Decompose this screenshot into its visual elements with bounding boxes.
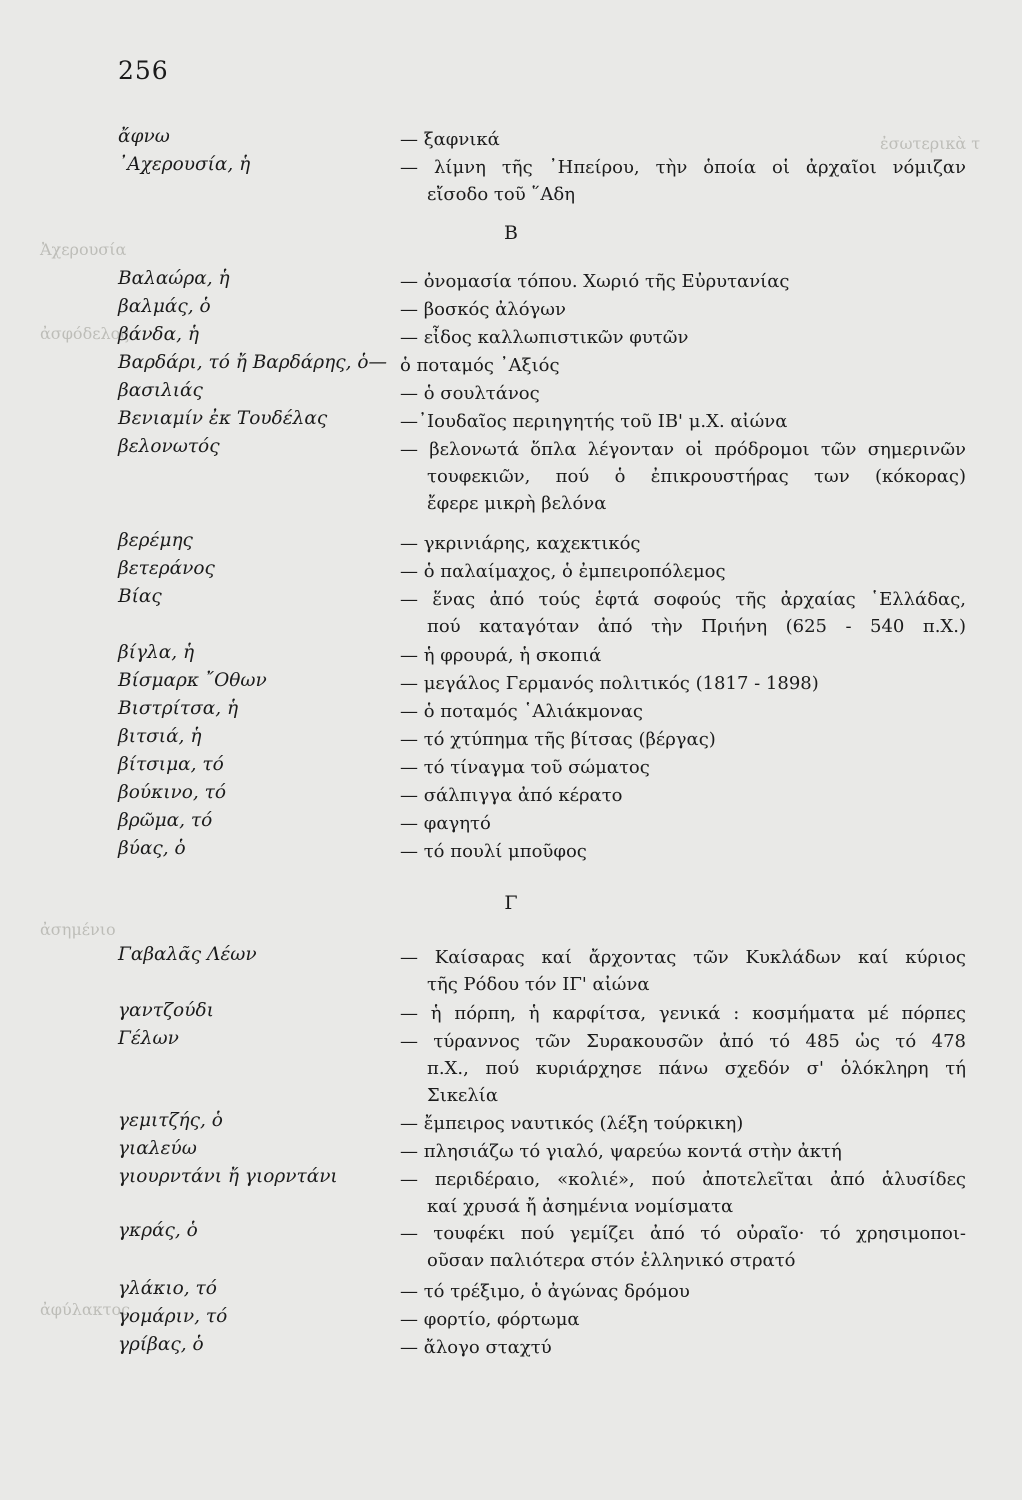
entry-term: ᾿Αχερουσία, ἡ: [118, 154, 251, 175]
definition-line: — γκρινιάρης, καχεκτικός: [400, 533, 641, 554]
entry-term: Βαλαώρα, ἡ: [118, 268, 230, 289]
definition-line: — τό χτύπημα τῆς βίτσας (βέργας): [400, 729, 716, 750]
entry-term: γιαλεύω: [118, 1138, 197, 1159]
definition-line: — ἔμπειρος ναυτικός (λέξη τούρκικη): [400, 1113, 744, 1134]
entry-definition: [400, 1306, 966, 1333]
definition-line: — ὀνομασία τόπου. Χωριό τῆς Εὐρυτανίας: [400, 271, 790, 292]
section-heading-gamma: Γ: [504, 892, 518, 914]
definition-line: — λίμνη τῆς ᾿Ηπείρου, τὴν ὁποία οἱ ἀρχαῖοι νόμιζαν: [400, 157, 966, 178]
definition-line: τουφεκιῶν, πού ὁ ἐπικρουστήρας των (κόκορας): [427, 466, 966, 487]
entry-term: Βίσμαρκ ῎Οθων: [118, 670, 267, 691]
entry-definition: [400, 126, 966, 153]
entry-definition: [400, 408, 966, 435]
entry-term: βερέμης: [118, 530, 193, 551]
definition-line: — σάλπιγγα ἀπό κέρατο: [400, 785, 623, 806]
entry-definition: [400, 944, 966, 998]
entry-term: γιουρντάνι ἤ γιορντάνι: [118, 1166, 338, 1187]
entry-definition: [400, 1166, 966, 1220]
entry-definition: [400, 436, 966, 517]
show-through-text: Ἀχερουσία: [40, 240, 127, 259]
entry-term: βρῶμα, τό: [118, 810, 213, 831]
entry-term: γρίβας, ὁ: [118, 1334, 204, 1355]
entry-term: Γαβαλᾶς Λέων: [118, 944, 257, 965]
definition-line: Σικελία: [427, 1085, 498, 1106]
definition-line: — ὁ παλαίμαχος, ὁ ἐμπειροπόλεμος: [400, 561, 726, 582]
entry-term: Βίας: [118, 586, 162, 607]
entry-definition: [400, 726, 966, 753]
entry-definition: [400, 1000, 966, 1027]
entry-definition: [400, 754, 966, 781]
entry-definition: [400, 698, 966, 725]
entry-term: Βενιαμίν ἐκ Τουδέλας: [118, 408, 328, 429]
definition-line: — περιδέραιο, «κολιέ», πού ἀποτελεῖται ἀπό ἁλυσίδες: [400, 1169, 966, 1190]
entry-term: βούκινο, τό: [118, 782, 226, 803]
entry-term: βετεράνος: [118, 558, 215, 579]
show-through-text: ἀσημένιο: [40, 920, 116, 939]
entry-definition: [400, 810, 966, 837]
definition-line: — τό τρέξιμο, ὁ ἀγώνας δρόμου: [400, 1281, 690, 1302]
entry-term: βίτσιμα, τό: [118, 754, 224, 775]
definition-line: καί χρυσά ἤ ἀσημένια νομίσματα: [427, 1196, 734, 1217]
entry-term: γεμιτζής, ὁ: [118, 1110, 223, 1131]
definition-line: — ἕνας ἀπό τούς ἑφτά σοφούς τῆς ἀρχαίας ῾Ελλάδας,: [400, 589, 966, 610]
entry-term: γλάκιο, τό: [118, 1278, 217, 1299]
entry-term: βίγλα, ἡ: [118, 642, 195, 663]
entry-definition: [400, 586, 966, 640]
definition-line: τῆς Ρόδου τόν ΙΓ' αἰώνα: [427, 974, 650, 995]
show-through-text: ἀφύλακτος: [40, 1300, 131, 1319]
show-through-text: ἐσωτερικὰ τ: [880, 134, 981, 153]
entry-definition: [400, 1110, 966, 1137]
entry-term: Βιστρίτσα, ἡ: [118, 698, 239, 719]
entry-definition: [400, 558, 966, 585]
definition-line: — βελονωτά ὅπλα λέγονταν οἱ πρόδρομοι τῶν σημερινῶν: [400, 439, 966, 460]
definition-line: — πλησιάζω τό γιαλό, ψαρεύω κοντά στὴν ἀκτή: [400, 1141, 842, 1162]
definition-line: πού καταγόταν ἀπό τὴν Πριήνη (625 - 540 π.Χ.): [427, 616, 966, 637]
entry-term: γαντζούδι: [118, 1000, 214, 1021]
definition-line: — φαγητό: [400, 813, 491, 834]
definition-line: — Καίσαρας καί ἄρχοντας τῶν Κυκλάδων καί κύριος: [400, 947, 966, 968]
section-heading-beta: Β: [504, 222, 518, 244]
entry-term: βασιλιάς: [118, 380, 203, 401]
definition-line: — μεγάλος Γερμανός πολιτικός (1817 - 1898): [400, 673, 819, 694]
definition-line: — εἶδος καλλωπιστικῶν φυτῶν: [400, 327, 689, 348]
entry-definition: [400, 1138, 966, 1165]
definition-line: — τουφέκι πού γεμίζει ἀπό τό οὐραῖο· τό χρησιμοποι-: [400, 1223, 966, 1244]
entry-definition: [400, 670, 966, 697]
definition-line: — βοσκός ἀλόγων: [400, 299, 566, 320]
definition-line: —᾿Ιουδαῖος περιηγητής τοῦ ΙΒ' μ.Χ. αἰώνα: [400, 411, 788, 432]
entry-term: βιτσιά, ἡ: [118, 726, 202, 747]
definition-line: — ξαφνικά: [400, 129, 500, 150]
definition-line: — τό τίναγμα τοῦ σώματος: [400, 757, 650, 778]
definition-line: — ὁ ποταμός ῾Αλιάκμονας: [400, 701, 643, 722]
page-number: 256: [118, 56, 169, 85]
entry-definition: [400, 782, 966, 809]
entry-definition: [400, 352, 966, 379]
definition-line: εἴσοδο τοῦ ῞Αδη: [427, 184, 575, 205]
definition-line: — ὁ σουλτάνος: [400, 383, 540, 404]
definition-line: οῦσαν παλιότερα στόν ἑλληνικό στρατό: [427, 1250, 796, 1271]
definition-line: — τύραννος τῶν Συρακουσῶν ἀπό τό 485 ὡς τό 478: [400, 1031, 966, 1052]
entry-definition: [400, 154, 966, 208]
definition-line: ὁ ποταμός ᾿Αξιός: [400, 355, 560, 376]
definition-line: ἔφερε μικρὴ βελόνα: [427, 493, 607, 514]
entry-term: Γέλων: [118, 1028, 179, 1049]
entry-definition: [400, 324, 966, 351]
entry-definition: [400, 642, 966, 669]
entry-term: ἄφνω: [118, 126, 170, 147]
entry-definition: [400, 1028, 966, 1109]
entry-definition: [400, 296, 966, 323]
entry-term: βελονωτός: [118, 436, 220, 457]
definition-line: — ἄλογο σταχτύ: [400, 1337, 552, 1358]
entry-term: γομάριν, τό: [118, 1306, 228, 1327]
entry-definition: [400, 530, 966, 557]
entry-term: βαλμάς, ὁ: [118, 296, 211, 317]
entry-term: βύας, ὁ: [118, 838, 186, 859]
entry-term: βάνδα, ἡ: [118, 324, 199, 345]
entry-definition: [400, 838, 966, 865]
entry-term: γκράς, ὁ: [118, 1220, 198, 1241]
entry-definition: [400, 380, 966, 407]
entry-definition: [400, 1220, 966, 1274]
show-through-text: ἀσφόδελος: [40, 324, 130, 343]
definition-line: — ἡ φρουρά, ἡ σκοπιά: [400, 645, 602, 666]
entry-definition: [400, 1278, 966, 1305]
entry-definition: [400, 268, 966, 295]
entry-definition: [400, 1334, 966, 1361]
definition-line: — τό πουλί μποῦφος: [400, 841, 587, 862]
definition-line: π.Χ., πού κυριάρχησε πάνω σχεδόν σ' ὁλόκληρη τή: [427, 1058, 966, 1079]
entry-term: Βαρδάρι, τό ἤ Βαρδάρης, ὁ—: [118, 352, 388, 373]
definition-line: — ἡ πόρπη, ἡ καρφίτσα, γενικά : κοσμήματα μέ πόρπες: [400, 1003, 966, 1024]
definition-line: — φορτίο, φόρτωμα: [400, 1309, 580, 1330]
